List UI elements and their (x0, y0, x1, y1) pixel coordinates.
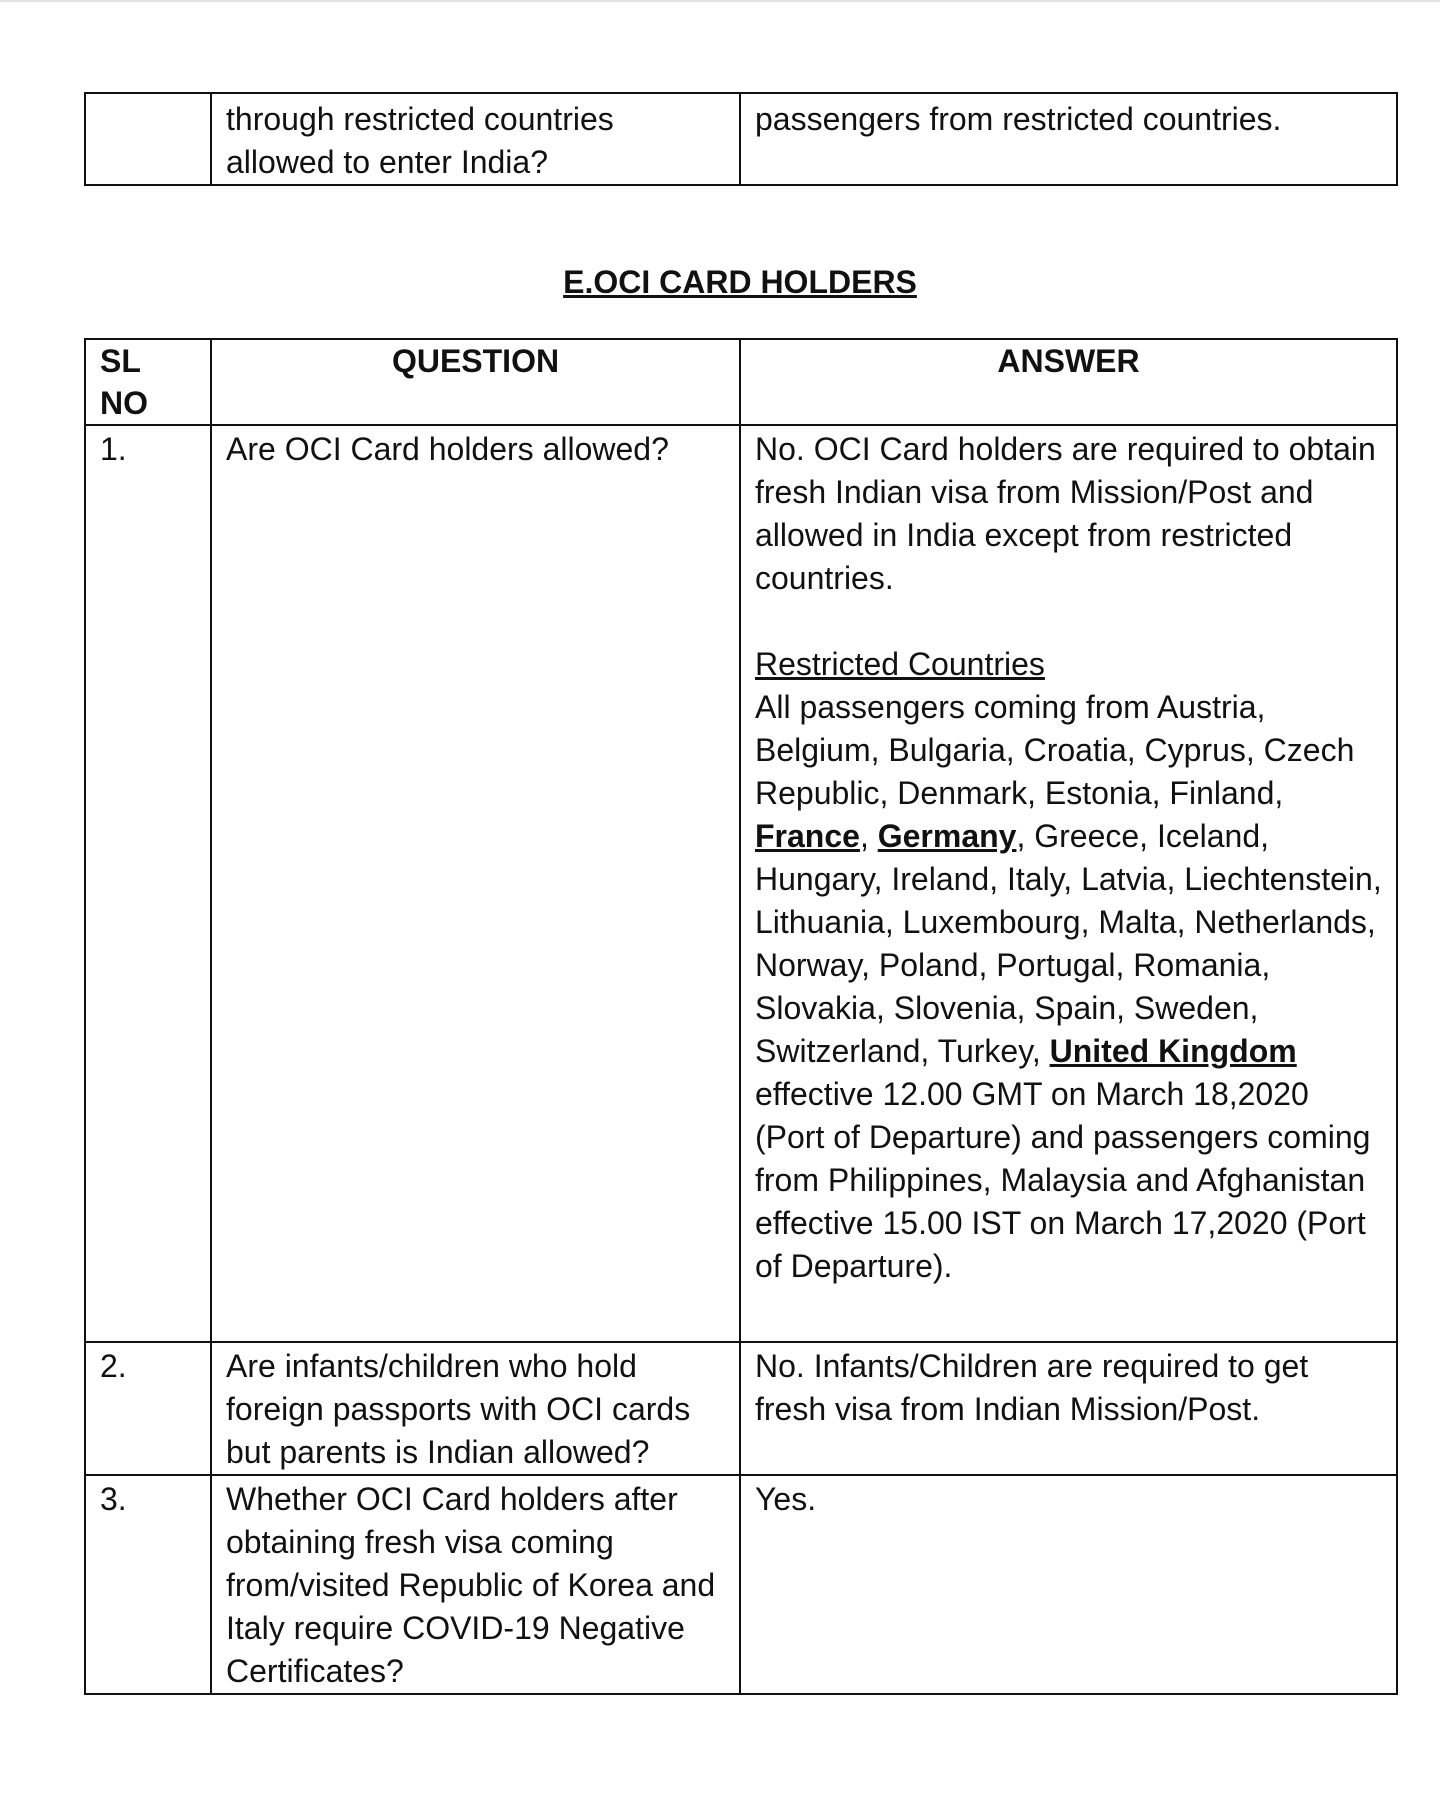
restricted-countries-heading: Restricted Countries (755, 646, 1045, 682)
table-header-row (85, 339, 1397, 425)
sl-cell: 3. (85, 1475, 211, 1694)
paragraph-gap (755, 600, 1382, 643)
country-united-kingdom: United Kingdom (1049, 1033, 1297, 1069)
answer-cell: passengers from restricted countries. (740, 93, 1397, 185)
question-cell: Are OCI Card holders allowed? (211, 425, 740, 1342)
header-answer: ANSWER (740, 339, 1397, 425)
countries-text: , Greece, Iceland, Hungary, Ireland, Italy, Latvia, Liechtenstein, Lithuania, Luxembourg, Malta, Netherlands, Norway, Poland, Portugal, Romania, Slovakia, Slovenia, Spain, Sweden, Switzerland, Turkey, (755, 818, 1382, 1069)
header-sl-no: SL NO (85, 339, 211, 425)
answer-cell: Yes. (740, 1475, 1397, 1694)
continued-table (84, 92, 1398, 186)
answer-cell (740, 425, 1397, 1342)
country-germany: Germany (877, 818, 1017, 854)
question-cell: Are infants/children who hold foreign passports with OCI cards but parents is Indian allowed? (211, 1342, 740, 1475)
country-france: France (755, 818, 860, 854)
header-question: QUESTION (211, 339, 740, 425)
question-cell: Whether OCI Card holders after obtaining fresh visa coming from/visited Republic of Korea and Italy require COVID-19 Negative Certificates? (211, 1475, 740, 1694)
section-title: E.OCI CARD HOLDERS (563, 264, 917, 300)
sl-cell: 1. (85, 425, 211, 1342)
oci-faq-table (84, 338, 1398, 1695)
answer-intro: No. OCI Card holders are required to obtain fresh Indian visa from Mission/Post and allowed in India except from restricted countries. (755, 431, 1376, 596)
question-cell: through restricted countries allowed to enter India? (211, 93, 740, 185)
separator: , (859, 818, 878, 854)
effective-dates-text: effective 12.00 GMT on March 18,2020 (Port of Departure) and passengers coming from Philippines, Malaysia and Afghanistan effective 15.00 IST on March 17,2020 (Port of Departure). (755, 1076, 1371, 1284)
answer-cell: No. Infants/Children are required to get fresh visa from Indian Mission/Post. (740, 1342, 1397, 1475)
sl-cell: 2. (85, 1342, 211, 1475)
table-row (85, 1342, 1397, 1475)
table-row (85, 425, 1397, 1342)
sl-cell (85, 93, 211, 185)
page-top-edge (0, 0, 1440, 2)
countries-text: All passengers coming from Austria, Belgium, Bulgaria, Croatia, Cyprus, Czech Republic, Denmark, Estonia, Finland, (755, 689, 1355, 811)
table-row (85, 1475, 1397, 1694)
restricted-countries-list (755, 686, 1382, 1288)
table-row (85, 93, 1397, 185)
